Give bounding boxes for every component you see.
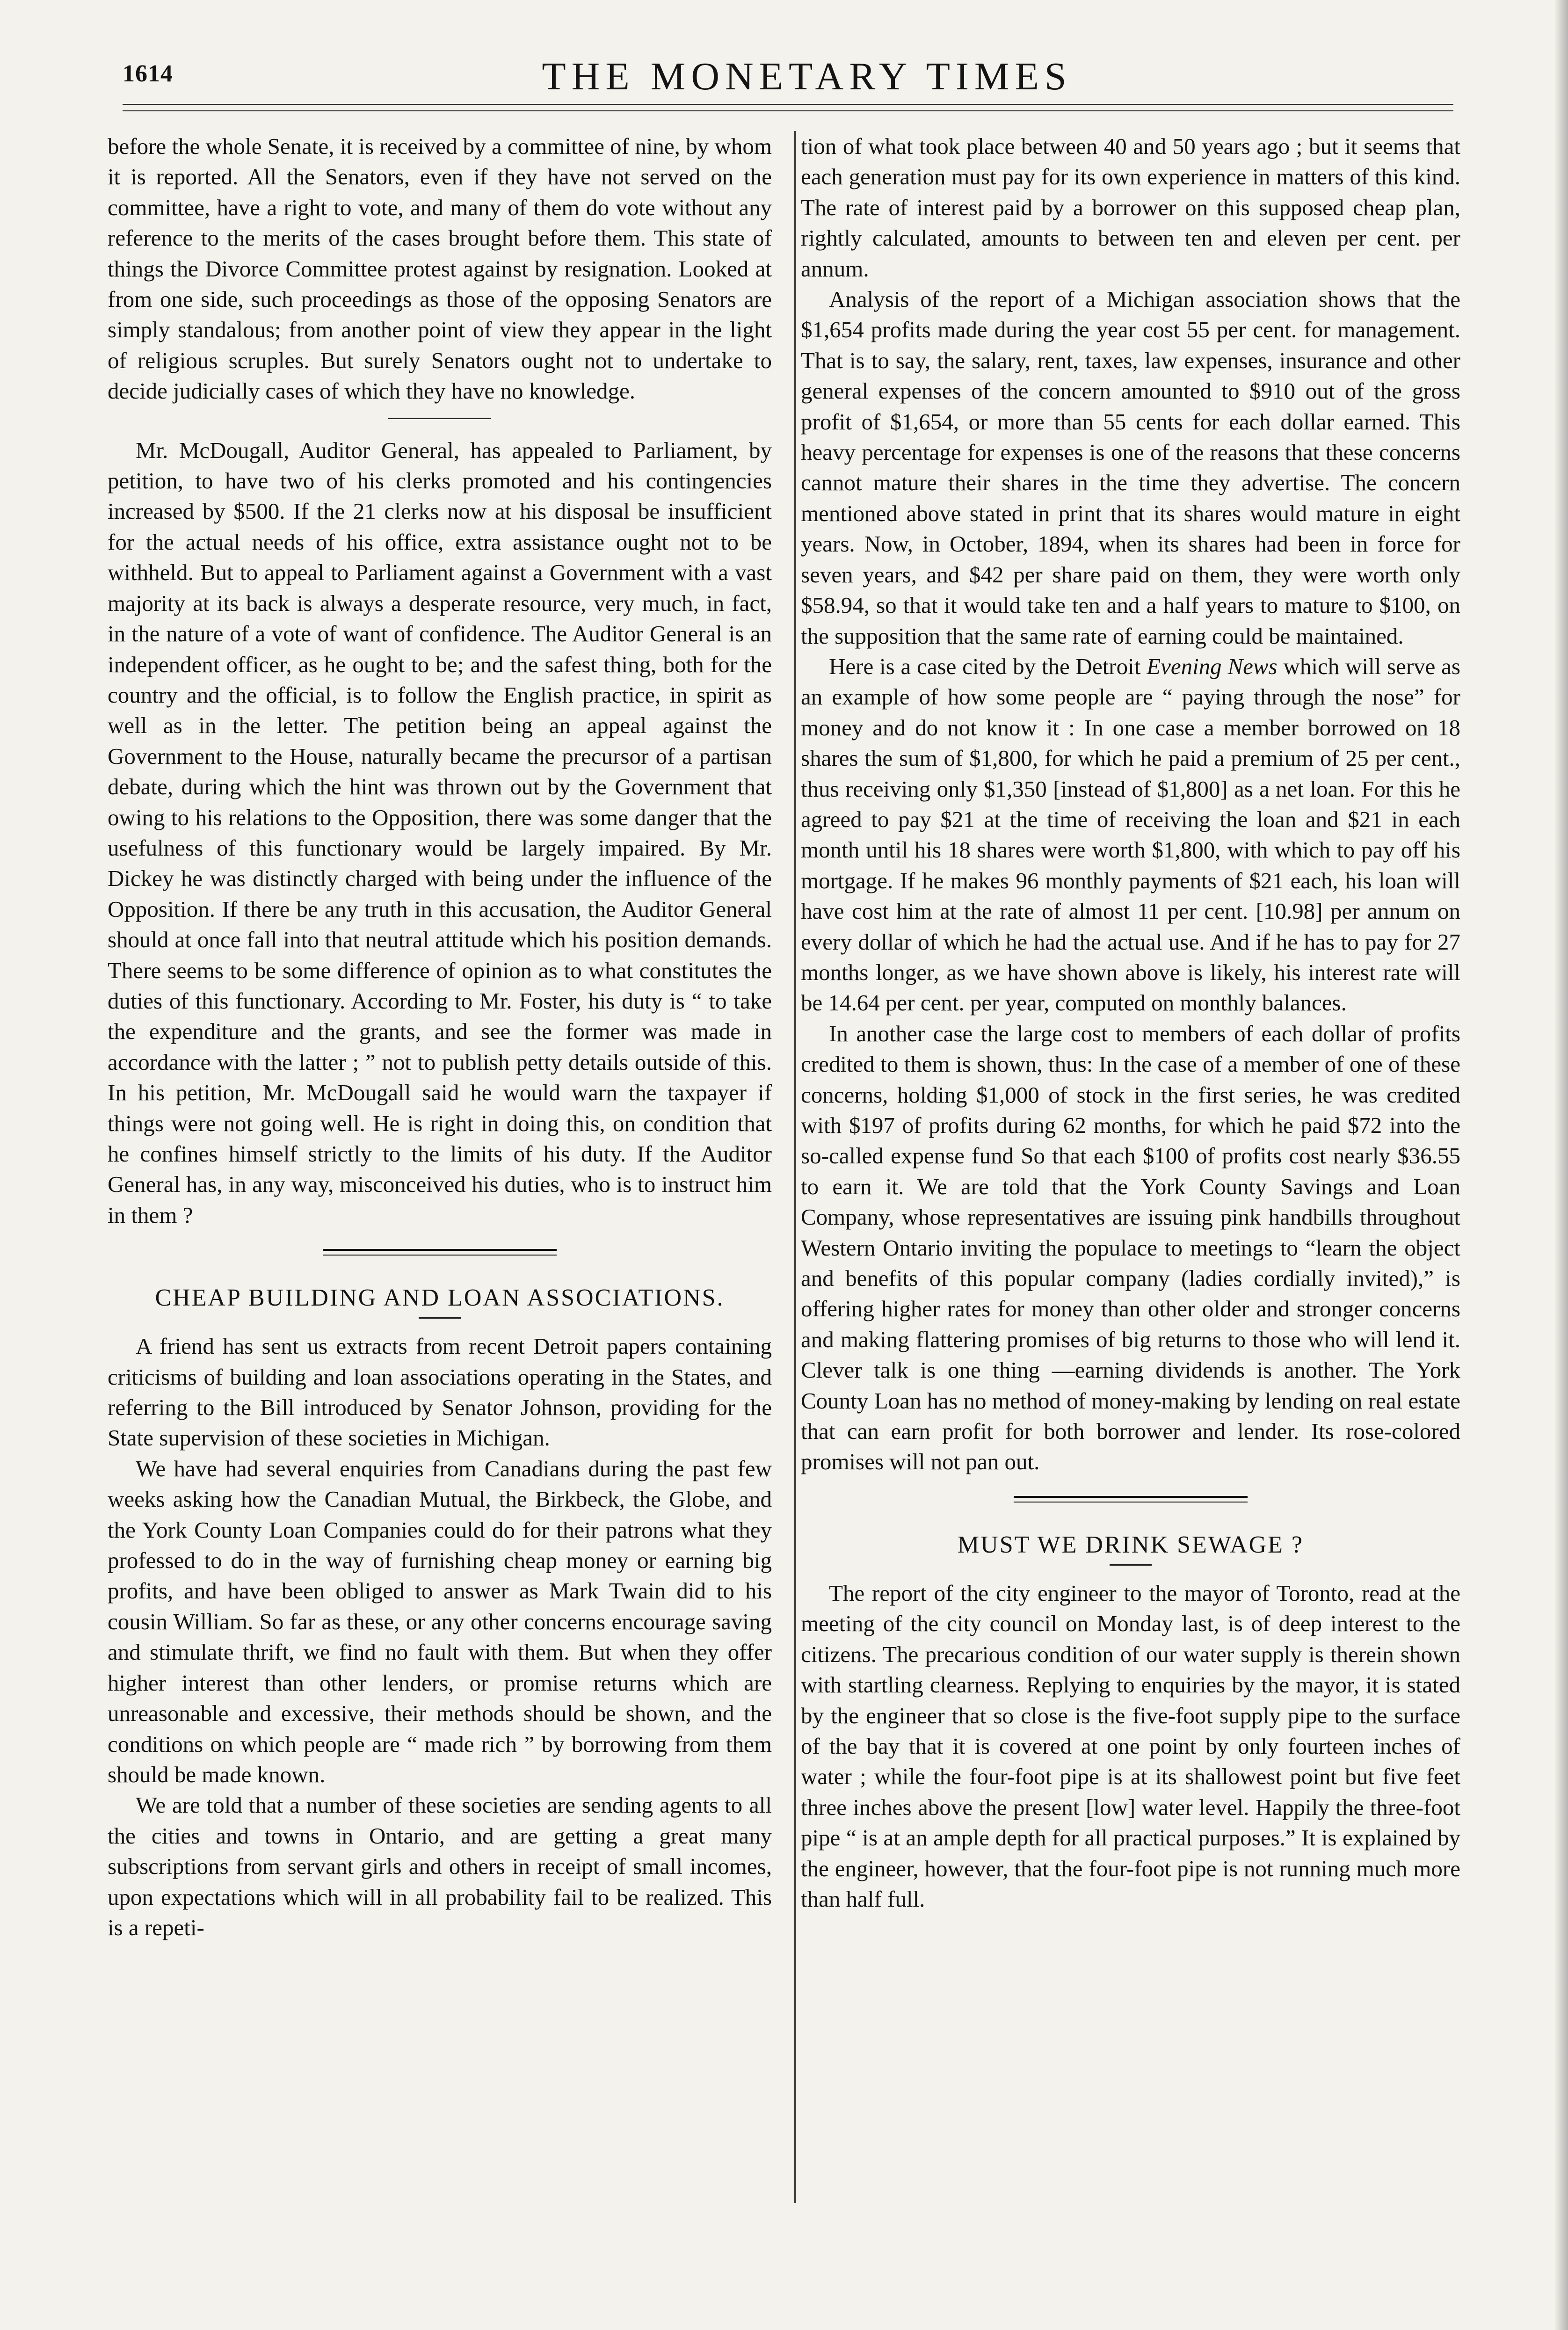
article-paragraph	[801, 651, 1460, 1018]
section-separator	[388, 418, 491, 419]
left-column	[108, 131, 772, 1943]
page-edge-shadow	[1554, 0, 1568, 2330]
article-paragraph: tion of what took place between 40 and 50 years ago ; but it seems that each generation must pay for its own experience in matters of this kind. The rate of interest paid by a borrower on this supposed cheap plan, rightly calculated, amounts to between ten and eleven per cent. per annum.	[801, 133, 1460, 282]
paragraph-text: Here is a case cited by the Detroit	[829, 653, 1147, 679]
heading-dash	[419, 1317, 461, 1319]
auditor-general-paragraph: Mr. McDougall, Auditor General, has appealed to Parliament, by petition, to have two of his clerks promoted and his contingencies increased by $500. If the 21 clerks now at his disposal be insufficient for the actual needs of his office, extra assistance ought not to be withheld. But to appeal to Parliament against a Government with a vast majority at its back is always a desperate resource, very much, in fact, in the nature of a vote of want of confidence. The Auditor General is an independent officer, as he ought to be; and the safest thing, both for the country and the official, is to follow the English practice, in spirit as well as in the letter. The petition being an appeal against the Government to the House, naturally became the precursor of a partisan debate, during which the hint was thrown out by the Government that owing to his relations to the Opposition, there was some danger that the usefulness of this functionary would be largely impaired. By Mr. Dickey he was distinctly charged with being under the influence of the Opposition. If there be any truth in this accusation, the Auditor General should at once fall into that neutral attitude which his position demands. There seems to be some difference of opinion as to what constitutes the duties of this functionary. According to Mr. Foster, his duty is “ to take the expenditure and the grants, and see the former was made in accordance with the latter ; ” not to publish petty details outside of this. In his petition, Mr. McDougall said he would warn the taxpayer if things were not going well. He is right in doing this, on condition that he confines himself strictly to the limits of his duty. If the Auditor General has, in any way, misconceived his duties, who is to instruct him in them ?	[108, 437, 772, 1228]
article-paragraph: We have had several enquiries from Canadians during the past few weeks asking how the Canadian Mutual, the Birkbeck, the Globe, and the York County Loan Companies could do for their patrons what they professed to do in the way of furnishing cheap money or earning big profits, and have been obliged to answer as Mark Twain did to his cousin William. So far as these, or any other concerns encourage saving and stimulate thrift, we find no fault with them. But when they offer higher interest than other lenders, or promise returns which are unreasonable and excessive, their methods should be shown, and the conditions on which people are “ made rich ” by borrowing from them should be made known.	[108, 1455, 772, 1787]
paragraph-text: which will serve as an example of how some people are “ paying through the nose” for money and do not know it : In one case a member borrowed on 18 shares the sum of $1,800, for which he paid a premium of 25 per cent., thus receiving only $1,350 [instead of $1,800] as a net loan. For this he agreed to pay $21 at the time of receiving the loan and $21 in each month until his 18 shares were worth $1,800, with which to pay off his mortgage. If he makes 96 monthly payments of $21 each, his loan will have cost him at the rate of almost 11 per cent. [10.98] per annum on every dollar of which he had the actual use. And if he has to pay for 27 months longer, as we have shown above is likely, his interest rate will be 14.64 per cent. per year, computed on monthly balances.	[801, 653, 1460, 1016]
masthead-title: THE MONETARY TIMES	[542, 55, 1072, 98]
page-number: 1614	[123, 60, 173, 87]
article-paragraph: A friend has sent us extracts from recent Detroit papers containing criticisms of building and loan associations operating in the States, and referring to the Bill introduced by Senator Johnson, providing for the State supervision of these societies in Michigan.	[108, 1333, 772, 1451]
newspaper-title: Evening News	[1147, 653, 1278, 679]
column-divider	[794, 131, 796, 2203]
article-heading-cheap-building: CHEAP BUILDING AND LOAN ASSOCIATIONS.	[155, 1285, 725, 1312]
article-paragraph: In another case the large cost to members of each dollar of profits credited to them is shown, thus: In the case of a member of one of these concerns, holding $1,000 of stock in the first series, he was credited with $197 of profits during 62 months, for which he paid $72 into the so-called expense fund So that each $100 of profits cost nearly $36.55 to earn it. We are told that the York County Savings and Loan Company, whose representatives are issuing pink handbills throughout Western Ontario inviting the populace to meetings to “learn the object and benefits of this popular company (ladies cordially invited),” is offering higher rates for money than other older and stronger concerns and making flattering promises of big returns to those who will lend it. Clever talk is one thing —earning dividends is another. The York County Loan has no method of money-making by lending on real estate that can earn profit for both borrower and lender. Its rose-colored promises will not pan out.	[801, 1020, 1460, 1475]
article-separator	[1014, 1496, 1248, 1503]
right-column	[801, 131, 1460, 1914]
article-paragraph: Analysis of the report of a Michigan association shows that the $1,654 profits made during the year cost 55 per cent. for management. That is to say, the salary, rent, taxes, law expenses, insurance and other general expenses of the concern amounted to $910 out of the gross profit of $1,654, or more than 55 cents for each dollar earned. This heavy percentage for expenses is one of the reasons that these concerns cannot mature their shares in the time they advertise. The concern mentioned above stated in print that its shares would mature in eight years. Now, in October, 1894, when its shares had been in force for seven years, and $42 per share paid on them, they were worth only $58.94, so that it would take ten and a half years to mature to $100, on the supposition that the same rate of earning could be maintained.	[801, 286, 1460, 649]
article-paragraph: We are told that a number of these societies are sending agents to all the cities and towns in Ontario, and are getting a great many subscriptions from servant girls and others in receipt of small incomes, upon expectations which will in all probability fail to be realized. This is a repeti-	[108, 1792, 772, 1940]
header-rule	[123, 104, 1453, 105]
article-paragraph: The report of the city engineer to the mayor of Toronto, read at the meeting of the city council on Monday last, is of deep interest to the citizens. The precarious condition of our water supply is therein shown with startling clearness. Replying to enquiries by the mayor, it is stated by the engineer that so close is the five-foot supply pipe to the surface of the bay that it is covered at one point by only fourteen inches of water ; while the four-foot pipe is at its shallowest point but five feet three inches above the present [low] water level. Happily the three-foot pipe “ is at an ample depth for all practical purposes.” It is explained by the engineer, however, that the four-foot pipe is not running much more than half full.	[801, 1580, 1460, 1912]
senate-paragraph: before the whole Senate, it is received by a committee of nine, by whom it is reported. All the Senators, even if they have not served on the committee, have a right to vote, and many of them do vote without any reference to the merits of the cases brought before them. This state of things the Divorce Committee protest against by resignation. Looked at from one side, such proceedings as those of the opposing Senators are simply standalous; from another point of view they appear in the light of religious scruples. But surely Senators ought not to undertake to decide judicially cases of which they have no knowledge.	[108, 133, 772, 404]
heading-dash	[1110, 1564, 1152, 1566]
article-separator	[323, 1249, 557, 1256]
header-rule-thin	[123, 110, 1453, 111]
article-heading-sewage: MUST WE DRINK SEWAGE ?	[957, 1531, 1304, 1558]
